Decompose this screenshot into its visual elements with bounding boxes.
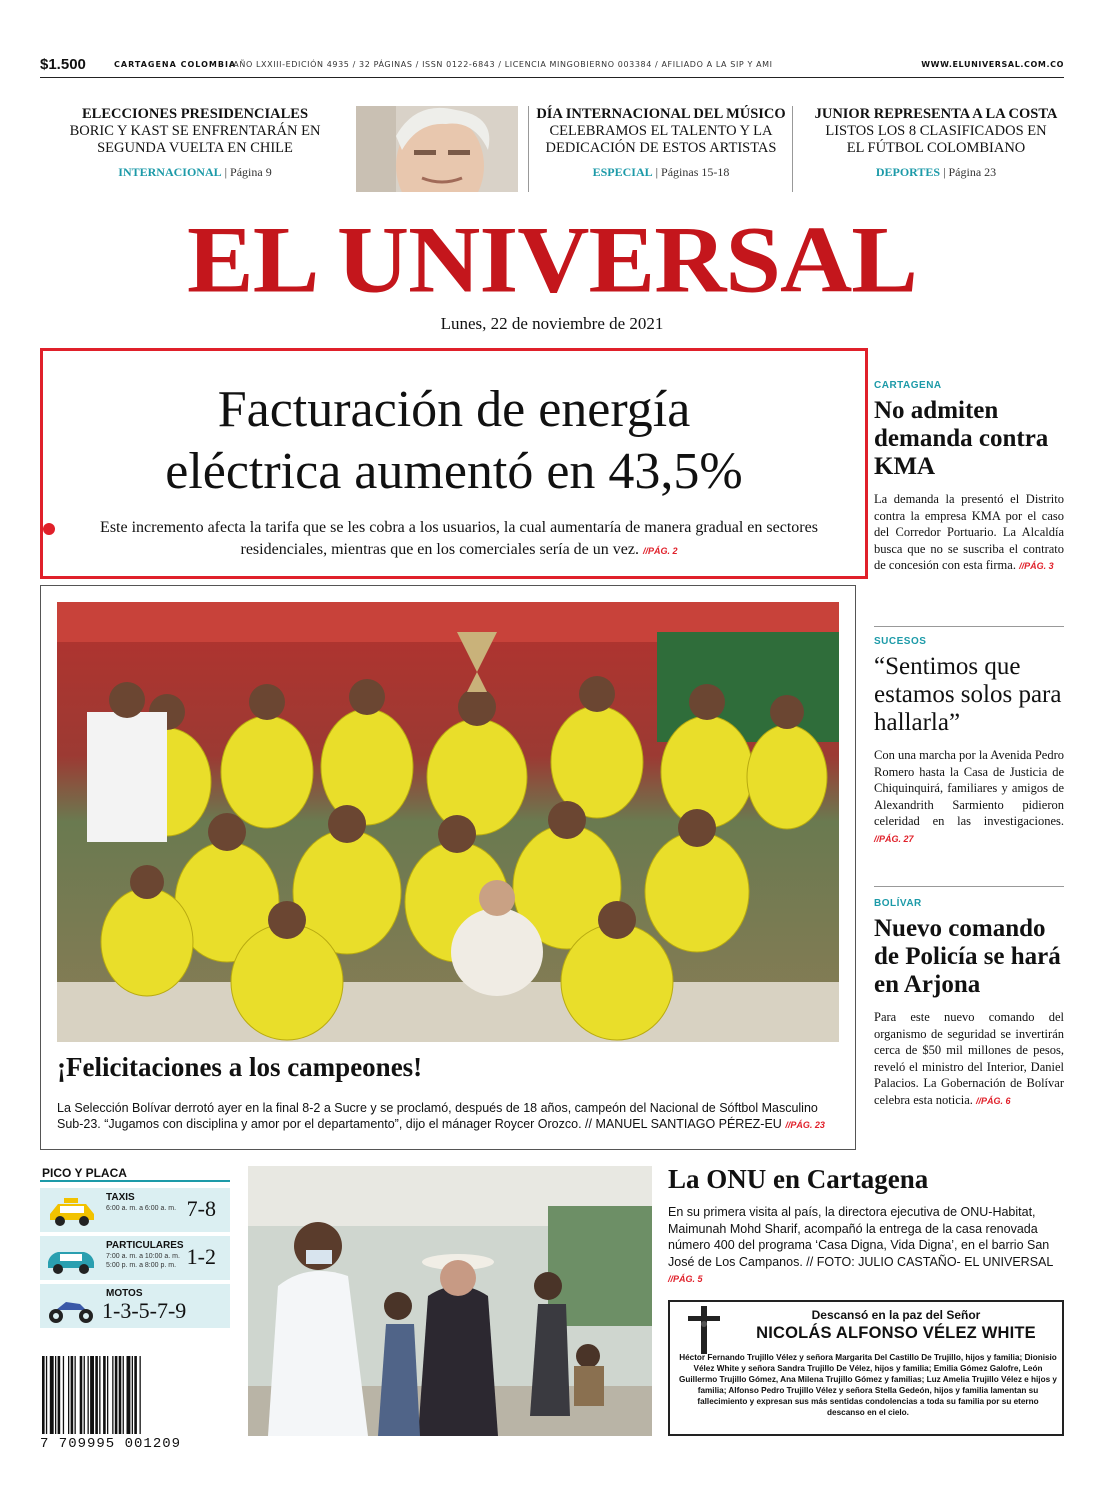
plates-motos: 1-3-5-7-9: [102, 1298, 187, 1323]
sidebar-body: Para este nuevo comando del organismo de seguridad se invertirán cerca de $50 mil millones de pesos, reveló el ministro del Interior, Daniel Palacios. La Gobernación de Bolívar celebra esta noticia. //PÁG. 6: [874, 1010, 1064, 1107]
photo-headline: ¡Felicitaciones a los campeones!: [57, 1052, 423, 1082]
section-kicker: BOLÍVAR: [874, 898, 922, 909]
sidebar-story-bolivar[interactable]: [874, 898, 1064, 1109]
teaser-portrait-photo: [356, 106, 518, 192]
bullet-icon: [43, 523, 55, 535]
city-label: CARTAGENA COLOMBIA: [114, 60, 237, 69]
photo-credit: // FOTO: JULIO CASTAÑO- EL UNIVERSAL: [806, 1254, 1053, 1269]
teaser-page-ref: DEPORTES | Página 23: [875, 165, 997, 179]
page-ref: //PÁG. 2: [642, 546, 678, 556]
teaser-page-ref: INTERNACIONAL | Página 9: [118, 165, 272, 179]
teaser-internacional[interactable]: [40, 106, 350, 194]
obituary-intro: Descansó en la paz del Señor: [811, 1308, 981, 1322]
sidebar-headline: “Sentimos que estamos solos para hallarla”: [874, 653, 1062, 736]
teaser-headline: ELECCIONES PRESIDENCIALES BORIC Y KAST SE ENFRENTARÁN EN SEGUNDA VUELTA EN CHILE: [69, 106, 321, 156]
teaser-divider: [792, 106, 793, 192]
edition-info: /AÑO LXXIII-EDICIÓN 4935 / 32 PÁGINAS / ISSN 0122-6843 / LICENCIA MINGOBIERNO 003384 / AFILIADO A LA SIP Y AMI: [230, 60, 773, 69]
sidebar-story-cartagena[interactable]: [874, 380, 1064, 575]
sidebar-story-sucesos[interactable]: [874, 636, 1064, 847]
taxi-icon: [46, 1196, 98, 1226]
car-icon: [44, 1244, 98, 1274]
website-link[interactable]: WWW.ELUNIVERSAL.COM.CO: [921, 60, 1064, 69]
pico-y-placa: [40, 1166, 230, 1338]
section-kicker: CARTAGENA: [874, 380, 942, 391]
sidebar-headline: No admiten demanda contra KMA: [874, 397, 1049, 480]
pico-y-placa-title: PICO Y PLACA: [40, 1166, 230, 1182]
plates-particulares: 1-2: [186, 1244, 216, 1269]
sidebar-divider: [874, 886, 1064, 887]
barcode-number: 7 709995 001209: [40, 1436, 182, 1452]
sidebar-body: Con una marcha por la Avenida Pedro Romero hasta la Casa de Justicia de Chiquinquirá, familiares y amigos de Alexandrith Sarmiento pidieron celeridad en las investigaciones. //PÁG. 27: [874, 748, 1064, 844]
photo-credit: // MANUEL SANTIAGO PÉREZ-EU: [585, 1117, 782, 1131]
teaser-headline: JUNIOR REPRESENTA A LA COSTA LISTOS LOS 8 CLASIFICADOS EN EL FÚTBOL COLOMBIANO: [814, 106, 1058, 156]
pyp-row-particulares: PARTICULARES 7:00 a. m. a 10:00 a. m. 5:00 p. m. a 8:00 p. m. 1-2: [40, 1236, 230, 1280]
pyp-row-taxis: TAXIS 6:00 a. m. a 6:00 a. m. 7-8: [40, 1188, 230, 1232]
masthead-logo[interactable]: EL UNIVERSAL: [187, 206, 917, 313]
cover-price: $1.500: [40, 56, 86, 73]
section-kicker: SUCESOS: [874, 636, 927, 647]
publication-date: Lunes, 22 de noviembre de 2021: [440, 314, 664, 333]
teaser-page-ref: ESPECIAL | Páginas 15-18: [592, 165, 730, 179]
onu-body: En su primera visita al país, la directora ejecutiva de ONU-Habitat, Maimunah Mohd Sharif, acompañó la entrega de la casa renovada número 400 del programa ‘Casa Digna, Vida Digna’, en el barrio San José de Los Campanos. // FOTO: JULIO CASTAÑO- EL UNIVERSAL //PÁG. 5: [668, 1205, 1053, 1284]
photo-story[interactable]: [40, 585, 856, 1150]
pyp-row-motos: MOTOS 1-3-5-7-9: [40, 1284, 230, 1328]
top-info-bar: [40, 56, 1064, 78]
obituary-notice: [668, 1300, 1064, 1436]
sidebar-body: La demanda la presentó el Distrito contra la empresa KMA por el caso del Corredor Portuario. La Alcaldía busca que no se suscriba el contrato de concesión con esta firma. //PÁG. 3: [874, 492, 1064, 572]
team-celebration-photo: [57, 602, 839, 1042]
teaser-especial[interactable]: [534, 106, 788, 194]
main-story-summary: Este incremento afecta la tarifa que se les cobra a los usuarios, la cual aumentaría de manera gradual en sectores residenciales, mientras que en los comerciales sería de un vez. //PÁG. 2: [100, 519, 818, 558]
photo-caption: La Selección Bolívar derrotó ayer en la final 8-2 a Sucre y se proclamó, después de 18 años, campeón del Nacional de Sóftbol Masculino Sub-23. “Jugamos con disciplina y amor por el departamento”, dijo el mánager Roycer Orozco. // MANUEL SANTIAGO PÉREZ-EU //PÁG. 23: [57, 1101, 825, 1131]
obituary-body: Héctor Fernando Trujillo Vélez y señora Margarita Del Castillo De Trujillo, hijos y familia; Dionisio Vélez White y señora Sandra Trujillo De Vélez, hijos y familia; Emilia Gómez Galofre, León Guillermo Trujillo Gómez, Ana Milena Trujillo Gómez y familias; Luz Amelia Trujillo Vélez e hijos y familia; Alfonso Pedro Trujillo Vélez y señora Stella Gedeón, hijos y familia lamentan su fallecimiento y expresan sus más sentidas condolencias a toda su familia por su eterno descanso en el cielo.: [679, 1353, 1057, 1417]
sidebar-headline: Nuevo comando de Policía se hará en Arjona: [874, 915, 1061, 998]
onu-visit-photo: [248, 1166, 652, 1436]
main-story[interactable]: [40, 348, 868, 579]
sidebar-divider: [874, 626, 1064, 627]
obituary-name: NICOLÁS ALFONSO VÉLEZ WHITE: [756, 1324, 1036, 1342]
plates-taxis: 7-8: [186, 1196, 216, 1221]
teaser-deportes[interactable]: [800, 106, 1072, 194]
onu-headline[interactable]: La ONU en Cartagena: [668, 1164, 929, 1194]
main-headline: Facturación de energía eléctrica aumentó en 43,5%: [165, 381, 743, 500]
barcode-image: [40, 1356, 204, 1436]
motorcycle-icon: [46, 1294, 96, 1324]
teaser-headline: DÍA INTERNACIONAL DEL MÚSICO CELEBRAMOS EL TALENTO Y LA DEDICACIÓN DE ESTOS ARTISTAS: [536, 106, 786, 156]
teaser-divider: [528, 106, 529, 192]
